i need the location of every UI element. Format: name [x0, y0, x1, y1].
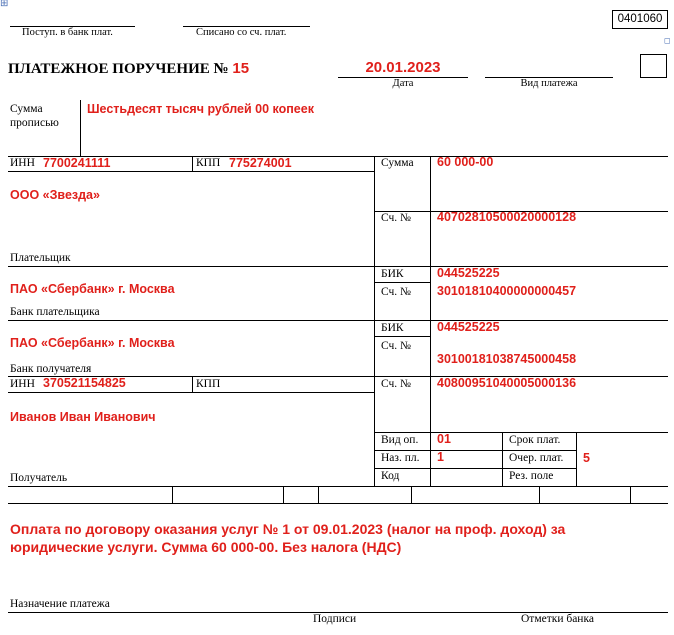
payee-bank-label: Банк получателя: [10, 363, 92, 375]
grid-line-11: [374, 450, 576, 451]
payee-bank-bik-label: БИК: [381, 322, 404, 334]
tax-cell-divider-3: [318, 486, 319, 503]
codes-divider-1: [502, 432, 503, 486]
purpose-label: Назначение платежа: [10, 598, 110, 610]
payer-kpp-divider: [192, 156, 193, 171]
codes-divider-2: [576, 432, 577, 486]
tax-cell-divider-2: [283, 486, 284, 503]
grid-vline-values: [430, 156, 431, 486]
payee-inn-label: ИНН: [10, 378, 35, 390]
grid-line-13: [8, 486, 668, 487]
purpose-code: 1: [437, 450, 444, 464]
amount-words-label-2: прописью: [10, 117, 59, 129]
payer-bank-bik-label: БИК: [381, 268, 404, 280]
tax-cell-divider-1: [172, 486, 173, 503]
grid-line-2: [8, 171, 374, 172]
payee-account-label: Сч. №: [381, 378, 412, 390]
grid-line-6: [8, 320, 668, 321]
blank-box: [640, 54, 667, 78]
payer-sum-label: Сумма: [381, 157, 414, 169]
debited-label: Списано со сч. плат.: [196, 27, 287, 38]
payer-inn: 7700241111: [43, 156, 111, 170]
form-code: 0401060: [617, 13, 663, 25]
code-label: Код: [381, 470, 400, 482]
payment-type-label: Вид платежа: [520, 78, 578, 89]
payer-kpp-label: КПП: [196, 157, 221, 169]
op-type: 01: [437, 432, 451, 446]
received-label: Поступ. в банк плат.: [22, 27, 113, 38]
document-title: [8, 60, 249, 78]
amount-words-divider: [80, 100, 81, 156]
grid-line-9: [8, 392, 374, 393]
grid-line-12: [374, 468, 576, 469]
document-number: 15: [232, 60, 250, 77]
payer-bank-name: ПАО «Сбербанк» г. Москва: [10, 282, 175, 296]
grid-line-4: [8, 266, 668, 267]
payer-bank-account: 30101810400000000457: [437, 284, 577, 298]
payer-inn-label: ИНН: [10, 157, 35, 169]
payer-label: Плательщик: [10, 252, 71, 264]
payee-kpp-label: КПП: [196, 378, 221, 390]
payer-sum: 60 000-00: [437, 155, 494, 169]
document-date: 20.01.2023: [365, 59, 441, 76]
payee-bank-account: 30100181038745000458: [437, 352, 577, 366]
payee-bank-account-label: Сч. №: [381, 340, 412, 352]
payee-inn: 370521154825: [43, 376, 126, 390]
deadline-label: Срок плат.: [509, 434, 561, 446]
form-code-box: [612, 10, 668, 29]
payee-kpp-divider: [192, 376, 193, 392]
date-label: Дата: [392, 78, 414, 89]
purpose-text: Оплата по договору оказания услуг № 1 от 09.01.2023 (налог на проф. доход) за юридические услуги. Сумма 60 000-00. Без налога (НДС): [10, 521, 566, 555]
payer-name: ООО «Звезда»: [10, 188, 100, 202]
reserve-label: Рез. поле: [509, 470, 554, 482]
priority-label: Очер. плат.: [509, 452, 564, 464]
payee-account: 40800951040005000136: [437, 376, 577, 390]
op-type-label: Вид оп.: [381, 434, 419, 446]
signatures-label: Подписи: [313, 613, 357, 625]
grid-line-10: [374, 432, 668, 433]
payee-label: Получатель: [10, 472, 68, 484]
payer-bank-account-label: Сч. №: [381, 286, 412, 298]
payee-bank-bik: 044525225: [437, 320, 500, 334]
purpose-code-label: Наз. пл.: [381, 452, 420, 464]
bank-marks-label: Отметки банка: [521, 613, 594, 625]
image-anchor-icon: ⊞: [0, 0, 9, 9]
payer-bank-label: Банк плательщика: [10, 306, 100, 318]
amount-words-value: Шестьдесят тысяч рублей 00 копеек: [87, 102, 314, 116]
tax-cell-divider-4: [411, 486, 412, 503]
payer-account-label: Сч. №: [381, 212, 412, 224]
amount-words-label-1: Сумма: [10, 103, 43, 115]
grid-line-7: [374, 336, 430, 337]
payer-bank-bik: 044525225: [437, 266, 500, 280]
grid-line-5: [374, 282, 430, 283]
payee-bank-name: ПАО «Сбербанк» г. Москва: [10, 336, 175, 350]
tax-cell-divider-5: [539, 486, 540, 503]
grid-line-14: [8, 503, 668, 504]
title-text: ПЛАТЕЖНОЕ ПОРУЧЕНИЕ №: [8, 61, 229, 77]
payer-account: 40702810500020000128: [437, 210, 577, 224]
grid-vline-main: [374, 156, 375, 486]
payer-kpp: 775274001: [229, 156, 292, 170]
priority: 5: [583, 451, 590, 465]
resize-handle-icon: ◻: [664, 36, 671, 45]
tax-cell-divider-6: [630, 486, 631, 503]
payee-name: Иванов Иван Иванович: [10, 410, 156, 424]
